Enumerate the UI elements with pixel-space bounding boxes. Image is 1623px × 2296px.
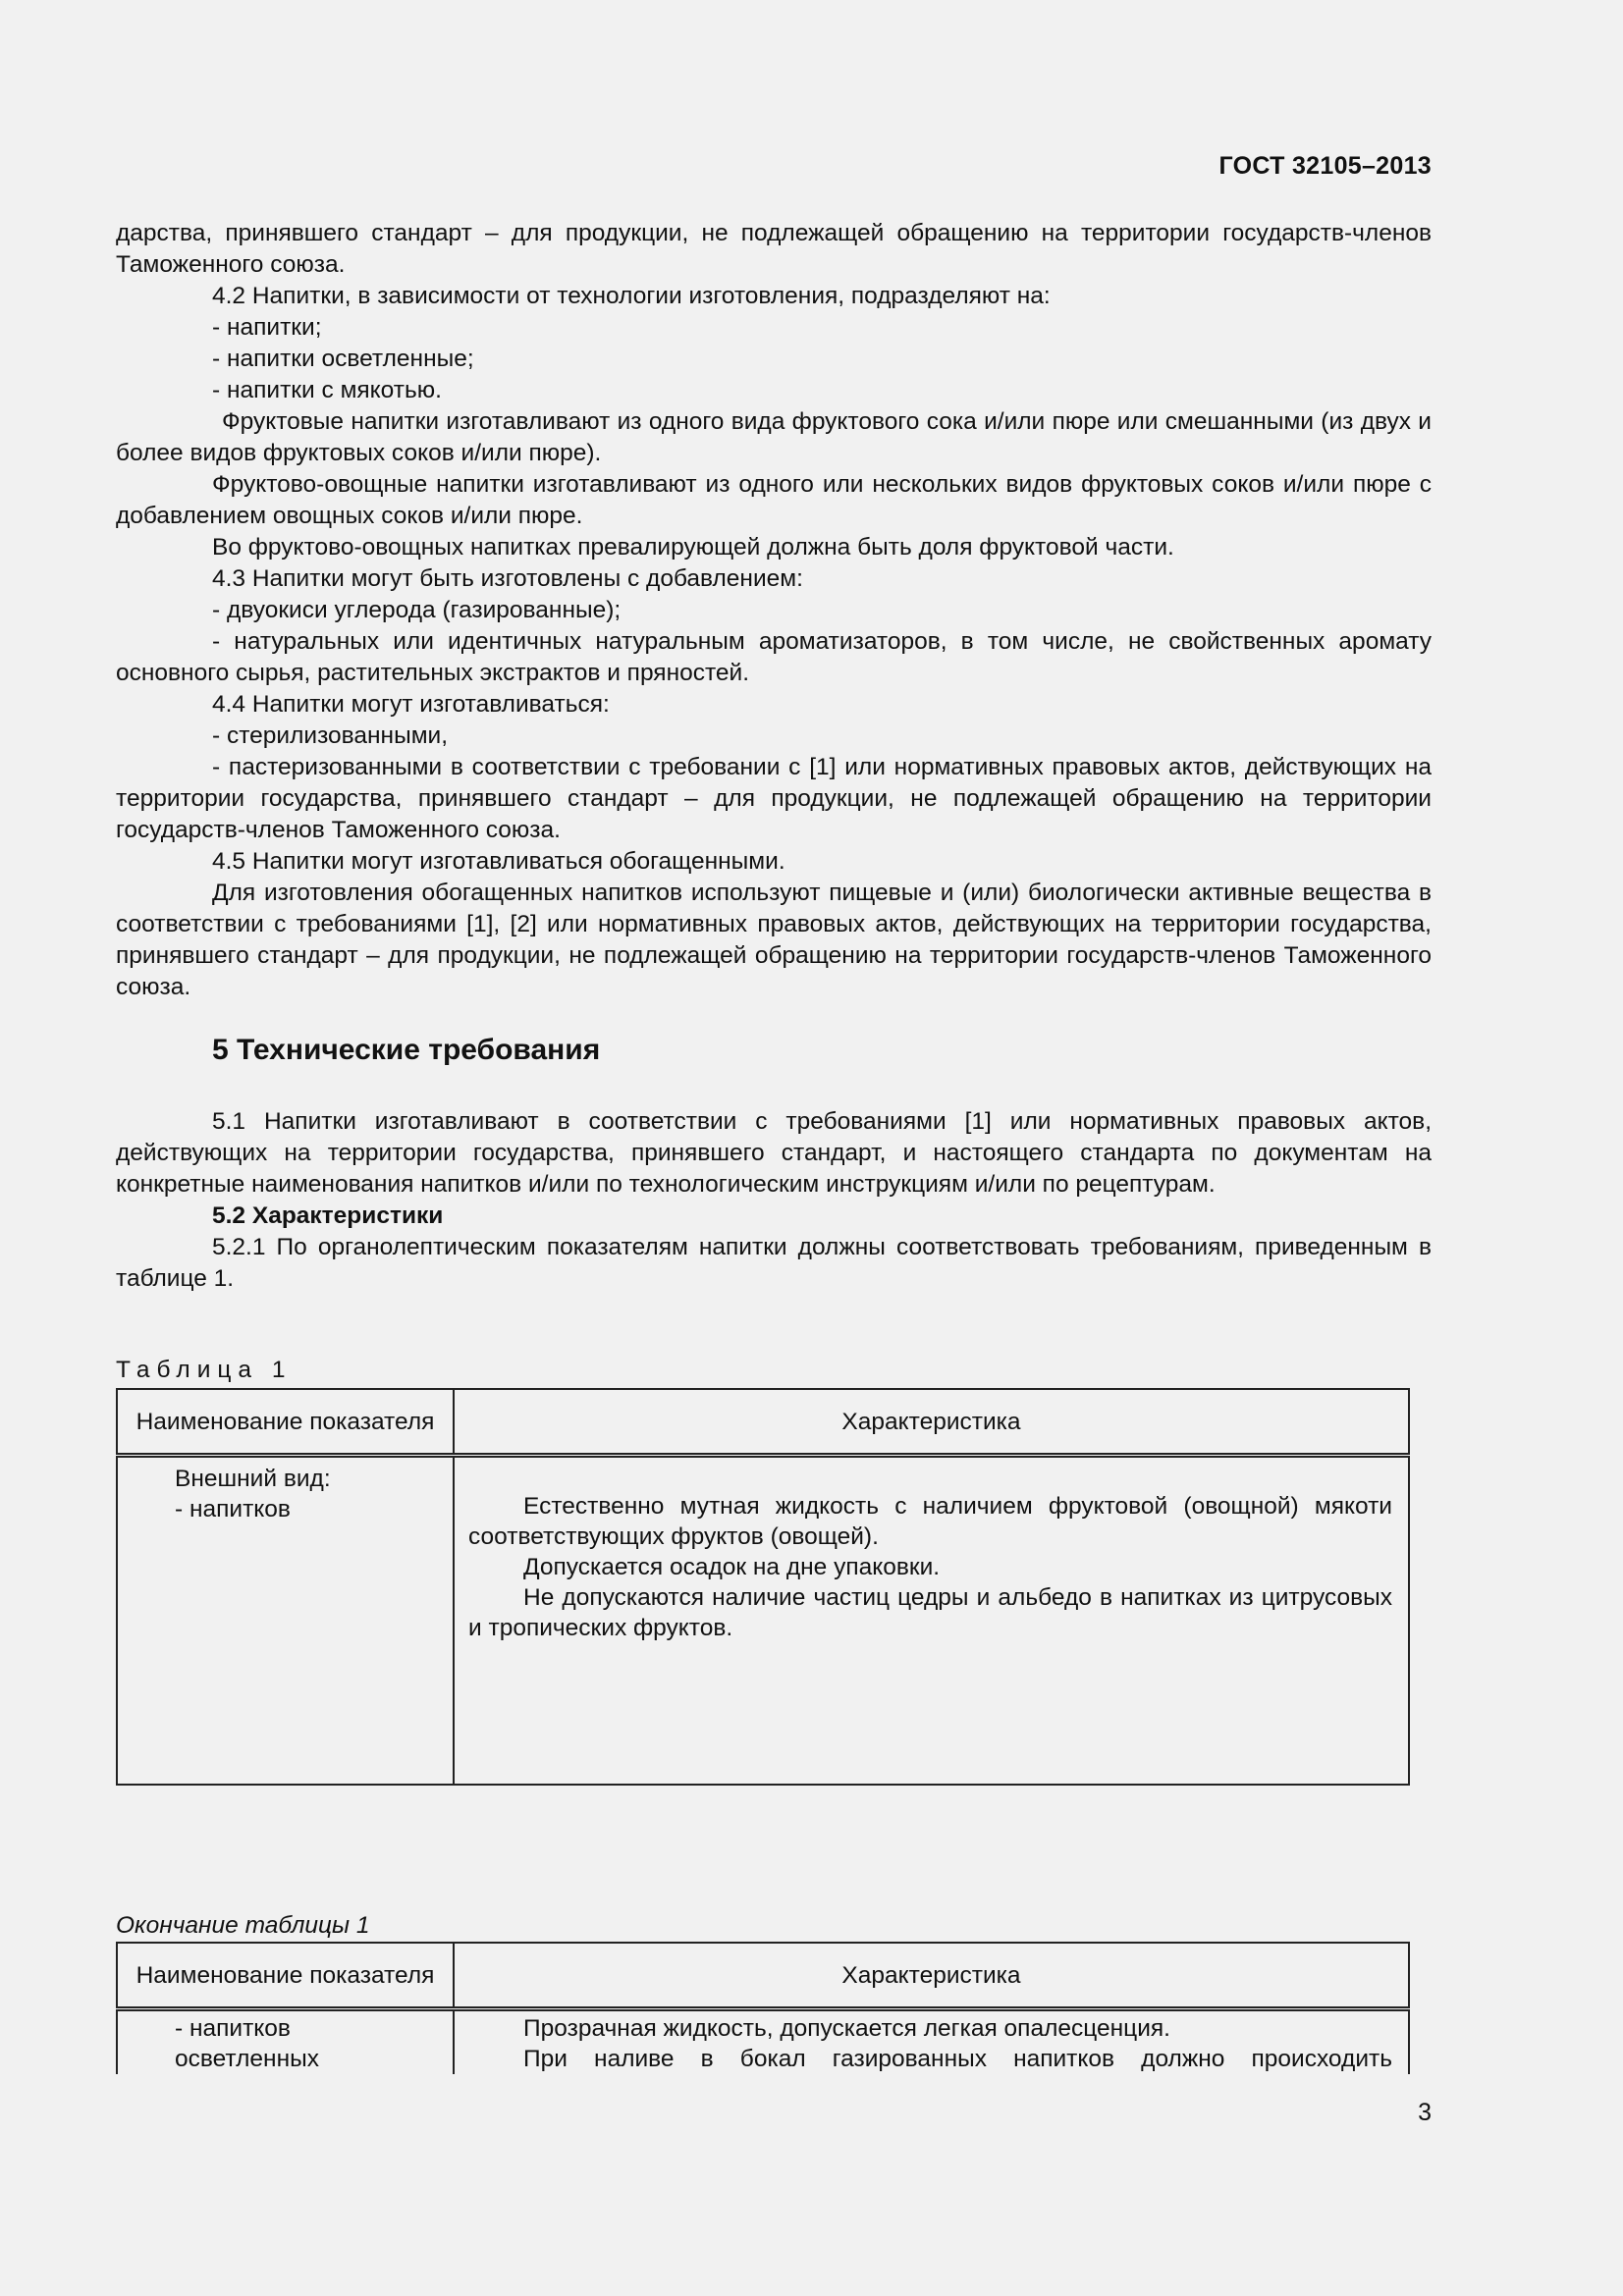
subsection-heading <box>116 1201 1432 1232</box>
cell-paragraph: При наливе в бокал газированных напитков должно происходить <box>523 2046 1392 2072</box>
cell-paragraph: Естественно мутная жидкость с наличием фруктовой (овощной) мякоти соответствующих фруктов (овощей). <box>468 1493 1392 1550</box>
list-item: - стерилизованными, <box>212 722 449 749</box>
paragraph: 5.1 Напитки изготавливают в соответствии с требованиями [1] или нормативных правовых актов, действующих на территории государства, принявшего стандарт, и настоящего стандарта по документам на конкретные наименования напитков и/или по технологическим инструкциям и/или по рецептурам. <box>116 1108 1432 1198</box>
list-item: - пастеризованными в соответствии с требовании с [1] или нормативных правовых актов, действующих на территории государства, принявшего стандарт – для продукции, не подлежащей обращению на территории государств-членов Таможенного союза. <box>116 754 1432 843</box>
paragraph: 4.3 Напитки могут быть изготовлены с добавлением: <box>212 565 803 592</box>
paragraph: 4.5 Напитки могут изготавливаться обогащенными. <box>212 848 785 875</box>
table-cell <box>117 1456 454 1786</box>
row-label: - напитков <box>175 1496 291 1522</box>
section-text <box>116 1106 1432 1295</box>
table-header-row <box>117 1389 1409 1456</box>
list-item: - натуральных или идентичных натуральным ароматизаторов, в том числе, не свойственных аромату основного сырья, растительных экстрактов и пряностей. <box>116 628 1432 686</box>
paragraph: дарства, принявшего стандарт – для продукции, не подлежащей обращению на территории государств-членов Таможенного союза. <box>116 220 1432 278</box>
paragraph: Фруктово-овощные напитки изготавливают из одного или нескольких видов фруктовых соков и/или пюре с добавлением овощных соков и/или пюре. <box>116 471 1432 529</box>
table-cell <box>117 2009 454 2075</box>
table-row <box>117 1456 1409 1786</box>
cell-text <box>455 2011 1408 2074</box>
section-heading: 5 Технические требования <box>212 1034 601 1066</box>
cell-paragraph: Допускается осадок на дне упаковки. <box>523 1554 941 1580</box>
document-code: ГОСТ 32105–2013 <box>1218 152 1432 180</box>
paragraph: Для изготовления обогащенных напитков используют пищевые и (или) биологически активные вещества в соответствии с требованиями [1], [2] или нормативных правовых актов, действующих на территории государства, принявшего стандарт – для продукции, не подлежащей обращению на территории государств-членов Таможенного союза. <box>116 880 1432 1000</box>
cell-text <box>455 1458 1408 1643</box>
row-label: осветленных <box>175 2046 319 2072</box>
paragraph: Фруктовые напитки изготавливают из одного вида фруктового сока и/или пюре или смешанными (из двух и более видов фруктовых соков и/или пюре). <box>116 408 1432 466</box>
list-item: - двуокиси углерода (газированные); <box>212 597 622 623</box>
page-number: 3 <box>1418 2099 1432 2126</box>
row-label: Внешний вид: <box>175 1466 331 1492</box>
paragraph: 5.2.1 По органолептическим показателям напитки должны соответствовать требованиям, приведенным в таблице 1. <box>116 1234 1432 1292</box>
table-header-cell: Наименование показателя <box>117 1389 454 1456</box>
table-cell <box>454 2009 1409 2075</box>
table-header-cell: Характеристика <box>454 1943 1409 2009</box>
list-item: - напитки осветленные; <box>212 346 474 372</box>
document-page <box>116 0 1432 2296</box>
table-cell <box>454 1456 1409 1786</box>
table-1 <box>116 1388 1410 1786</box>
paragraph: 4.2 Напитки, в зависимости от технологии изготовления, подразделяют на: <box>212 283 1051 309</box>
table-caption: Окончание таблицы 1 <box>116 1912 370 1939</box>
paragraph: Во фруктово-овощных напитках превалирующей должна быть доля фруктовой части. <box>212 534 1174 561</box>
subsection-heading-text: 5.2 Характеристики <box>212 1202 444 1229</box>
list-item: - напитки; <box>212 314 322 341</box>
body-text <box>116 218 1432 1003</box>
list-item: - напитки с мякотью. <box>212 377 442 403</box>
table-header-cell: Характеристика <box>454 1389 1409 1456</box>
cell-paragraph: Прозрачная жидкость, допускается легкая опалесценция. <box>523 2015 1170 2042</box>
paragraph: 4.4 Напитки могут изготавливаться: <box>212 691 610 718</box>
cell-paragraph: Не допускаются наличие частиц цедры и альбедо в напитках из цитрусовых и тропических фруктов. <box>468 1584 1392 1641</box>
table-caption: Таблица 1 <box>116 1357 293 1383</box>
table-row <box>117 2009 1409 2075</box>
table-header-cell: Наименование показателя <box>117 1943 454 2009</box>
table-1-continued <box>116 1942 1410 2074</box>
row-label: - напитков <box>175 2015 291 2042</box>
table-header-row <box>117 1943 1409 2009</box>
